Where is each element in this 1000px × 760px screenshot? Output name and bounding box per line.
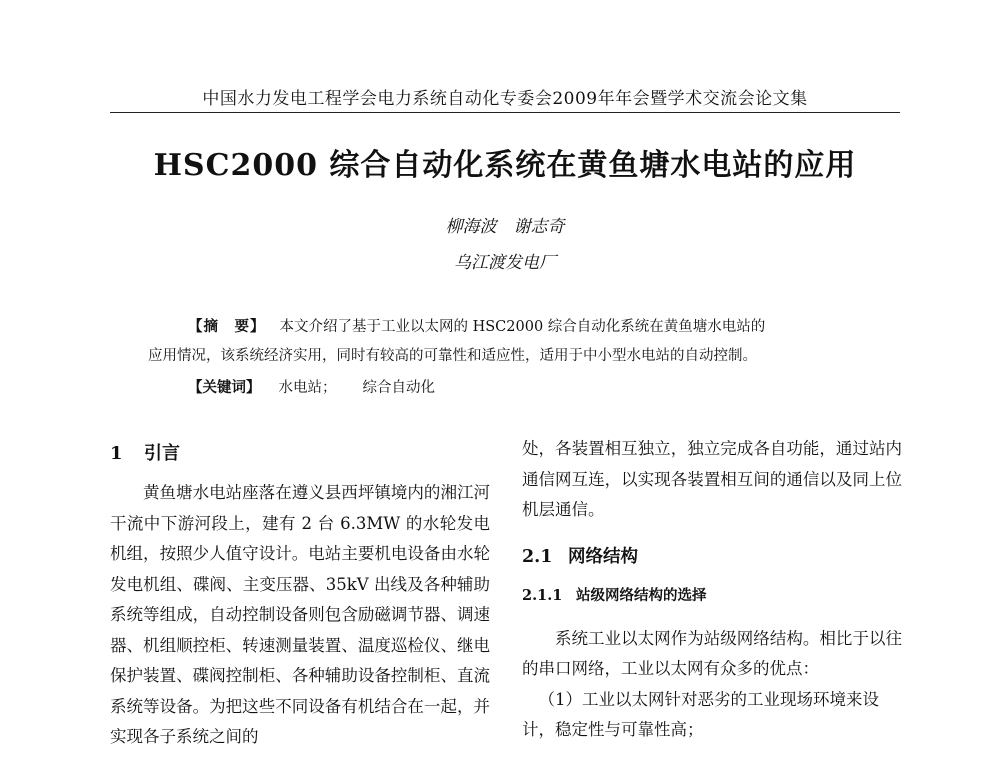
abstract-line-1 xyxy=(148,312,868,342)
header-rule xyxy=(110,112,900,113)
keywords xyxy=(188,376,461,397)
continued-paragraph: 处，各装置相互独立，独立完成各自功能，通过站内通信网互连，以实现各装置相互间的通信以及同上位机层通信。 xyxy=(522,439,902,519)
intro-paragraph: 黄鱼塘水电站座落在遵义县西坪镇境内的湘江河干流中下游河段上，建有 2 台 6.3MW 的水轮发电机组，按照少人值守设计。电站主要机电设备由水轮发电机组、碟阀、主变压器、35kV 出线及各种辅助系统等组成，自动控制设备则包含励磁调节器、调速器、机组顺控柜、转速测量装置、温度巡检仪、继电保护装置、碟阀控制柜、各种辅助设备控制柜、直流系统等设备。为把这些不同设备有机结合在一起，并实现各子系统之间的 xyxy=(110,483,490,746)
proceedings-header: 中国水力发电工程学会电力系统自动化专委会2009年年会暨学术交流会论文集 xyxy=(202,89,808,109)
left-column xyxy=(110,438,490,753)
advantage-item-1: （1）工业以太网针对恶劣的工业现场环境来设计，稳定性与可靠性高； xyxy=(522,689,879,739)
paper-affiliation: 乌江渡发电厂 xyxy=(454,253,556,273)
section-2-1-1-number: 2.1.1 xyxy=(522,586,563,604)
keyword-2: 综合自动化 xyxy=(362,380,435,396)
section-1-number: 1 xyxy=(110,443,123,464)
network-paragraph: 系统工业以太网作为站级网络结构。相比于以往的串口网络，工业以太网有众多的优点： xyxy=(522,628,902,678)
section-2-1-1-title: 站级网络结构的选择 xyxy=(576,586,707,604)
section-1-title: 引言 xyxy=(144,443,180,464)
abstract-label: 【摘 要】 xyxy=(188,318,266,335)
keyword-1: 水电站； xyxy=(278,380,337,396)
keywords-label: 【关键词】 xyxy=(188,379,261,396)
section-2-1-number: 2.1 xyxy=(522,546,553,567)
abstract-text-1: 本文介绍了基于工业以太网的 HSC2000 综合自动化系统在黄鱼塘水电站的 xyxy=(279,319,766,335)
section-1-heading xyxy=(110,438,490,470)
abstract xyxy=(148,312,868,371)
section-2-1-title: 网络结构 xyxy=(568,546,638,567)
paper-title: HSC2000 综合自动化系统在黄鱼塘水电站的应用 xyxy=(153,148,857,183)
paper-authors: 柳海波 谢志奇 xyxy=(445,217,565,237)
section-2-1-1-heading xyxy=(522,582,902,610)
section-2-1-heading xyxy=(522,542,902,572)
right-column xyxy=(522,434,902,746)
abstract-text-2: 应用情况，该系统经济实用，同时有较高的可靠性和适应性，适用于中小型水电站的自动控制。 xyxy=(148,348,757,364)
